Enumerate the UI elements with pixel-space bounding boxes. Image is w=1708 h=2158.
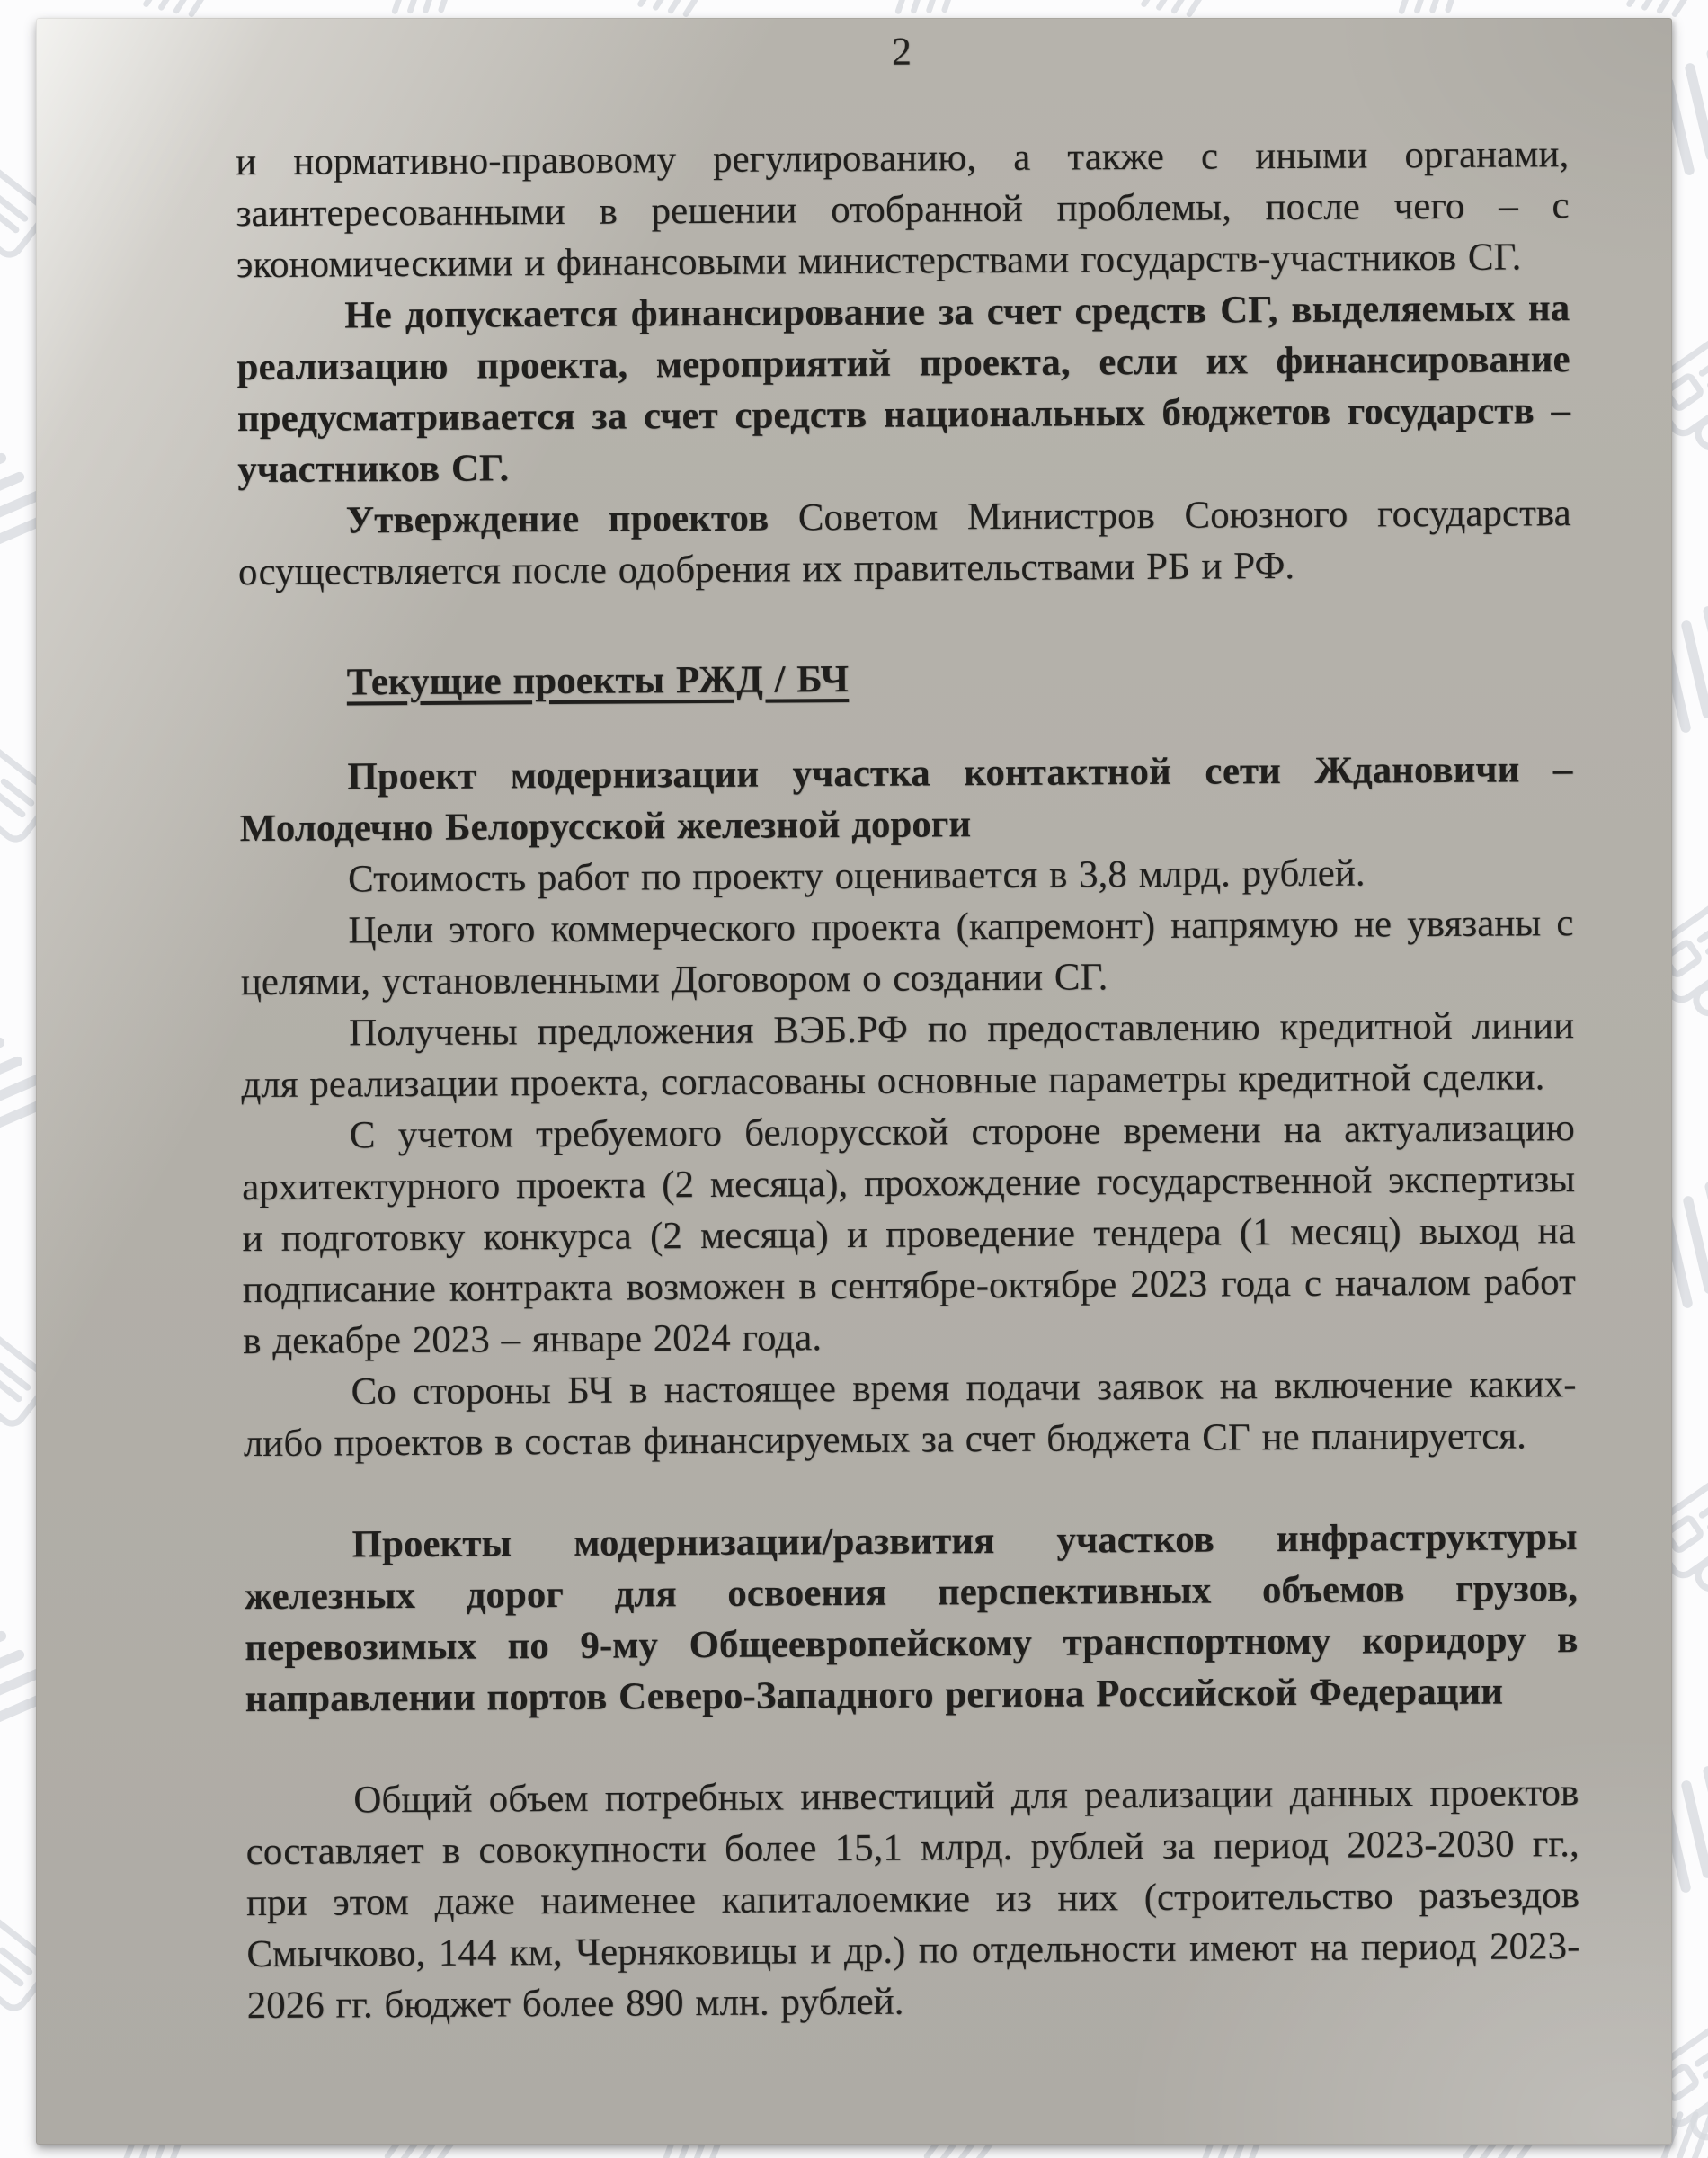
paragraph-goals: Цели этого коммерческого проекта (капремонт) напрямую не увязаны с целями, установленными Договором о создании СГ. — [240, 902, 1574, 1004]
corridor-projects-title: Проекты модернизации/развития участков инфраструктуры железных дорог для освоения перспективных объемов грузов, перевозимых по 9-му Общеевропейскому транспортному коридору в направлении портов Северо-Западного региона Российской Федерации — [244, 1516, 1579, 1721]
paragraph-approval — [237, 487, 1571, 598]
page-number: 2 — [891, 29, 912, 74]
paragraph-approval-rest: Советом Министров Союзного государства осуществляется после одобрения их правительствами РБ и РФ. — [237, 492, 1571, 594]
paragraph-cost: Стоимость работ по проекту оценивается в 3,8 млрд. рублей. — [347, 852, 1366, 901]
document-photo — [36, 18, 1672, 2145]
paragraph-timeline: С учетом требуемого белорусской стороне времени на актуализацию архитектурного проекта (2 месяца), прохождение государственной экспертизы и подготовку конкурса (2 месяца) и проведение тендера (1 месяц) выход на подписание контракта возможен в сентябре-октябре 2023 года с началом работ в декабре 2023 – январе 2024 года. — [242, 1107, 1576, 1363]
section-heading-text: Текущие проекты РЖД / БЧ — [346, 658, 850, 704]
paragraph-regulation: и нормативно-правовому регулированию, а также с иными органами, заинтересованными в решении отобранной проблемы, после чего – с экономическими и финансовыми министерствами государств-участников СГ. — [236, 133, 1570, 287]
paragraph-investment: Общий объем потребных инвестиций для реализации данных проектов составляет в совокупности более 15,1 млрд. рублей за период 2023-2030 гг., при этом даже наименее капиталоемкие из них (строительство разъездов Смычково, 144 км, Черняковицы и др.) по отдельности имеют на период 2023-2026 гг. бюджет более 890 млн. рублей. — [245, 1771, 1580, 2028]
paragraph-approval-lead: Утверждение проектов — [345, 496, 769, 542]
section-heading-current-projects — [239, 649, 1572, 709]
document-text-layer — [31, 13, 1679, 2149]
project-title-zhdanovichi: Проект модернизации участка контактной сети Ждановичи – Молодечно Белорусской железной дороги — [239, 748, 1573, 851]
paragraph-no-financing: Не допускается финансирование за счет средств СГ, выделяемых на реализацию проекта, мероприятий проекта, если их финансирование предусматривается за счет средств национальных бюджетов государств – участников СГ. — [236, 287, 1571, 492]
paragraph-veb-credit: Получены предложения ВЭБ.РФ по предоставлению кредитной линии для реализации проекта, согласованы основные параметры кредитной сделки. — [241, 1004, 1575, 1107]
paragraph-bch-plans: Со стороны БЧ в настоящее время подачи заявок на включение каких-либо проектов в состав финансируемых за счет бюджета СГ не планируется. — [243, 1363, 1577, 1466]
document-body — [236, 129, 1580, 2031]
